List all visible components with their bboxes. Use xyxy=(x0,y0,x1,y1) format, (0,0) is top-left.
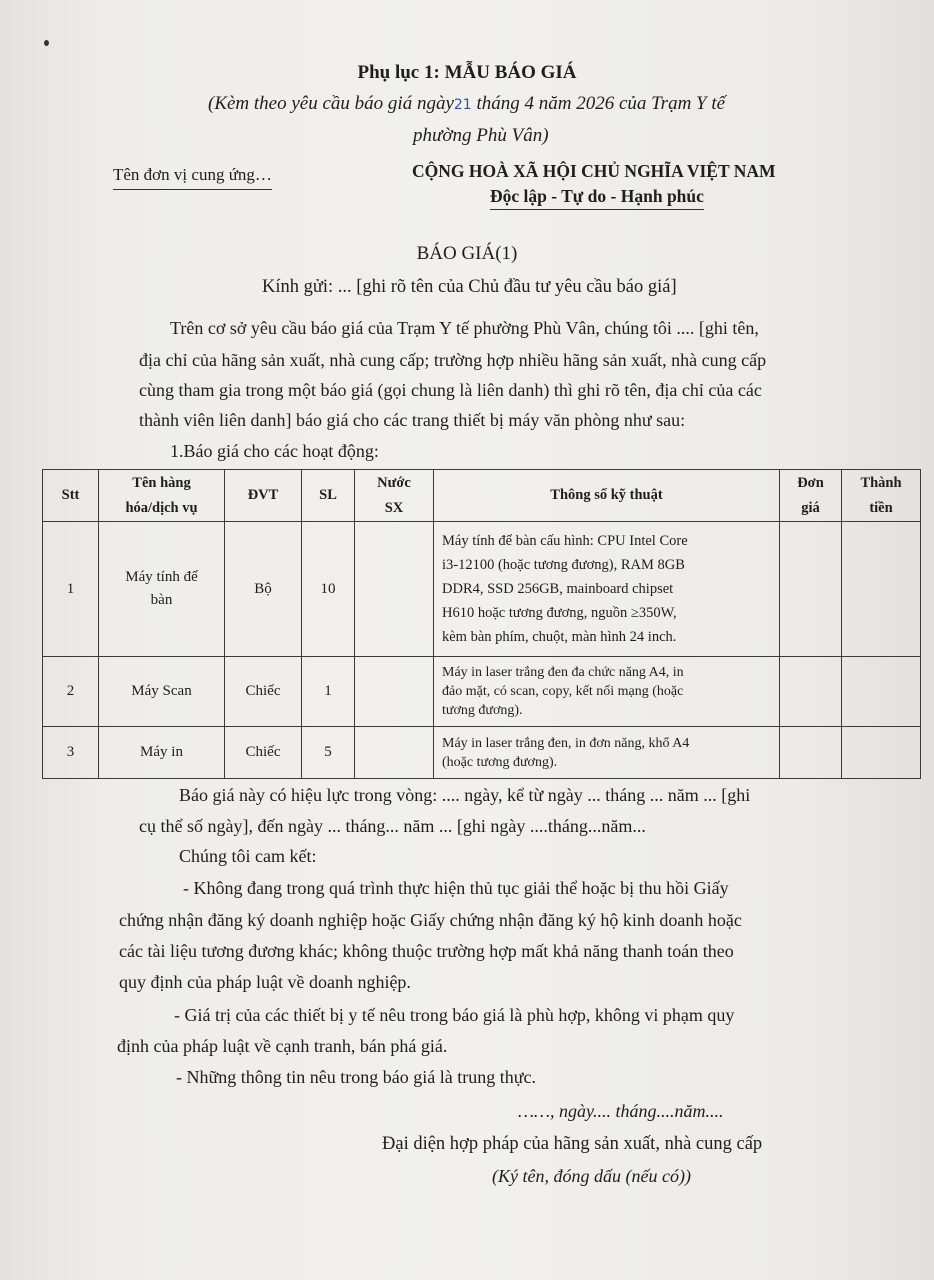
commitment-line: - Những thông tin nêu trong báo giá là trung thực. xyxy=(176,1067,536,1087)
commitment-line: các tài liệu tương đương khác; không thuộc trường hợp mất khả năng thanh toán theo xyxy=(119,941,734,961)
cell-country xyxy=(355,657,434,727)
cell-total xyxy=(842,522,921,657)
cell-specifications: Máy in laser trắng đen, in đơn năng, khổ A4 (hoặc tương đương). xyxy=(434,727,780,779)
supplier-name-label: Tên đơn vị cung ứng… xyxy=(113,165,272,190)
legal-representative: Đại diện hợp pháp của hãng sản xuất, nhà cung cấp xyxy=(382,1134,763,1154)
addressee-line: Kính gửi: ... [ghi rõ tên của Chủ đầu tư yêu cầu báo giá] xyxy=(262,277,677,297)
header-item-name: Tên hàng hóa/dịch vụ xyxy=(99,470,225,522)
validity-line: Báo giá này có hiệu lực trong vòng: .... ngày, kể từ ngày ... tháng ... năm ... [ghi xyxy=(179,785,751,805)
ink-dot xyxy=(44,40,49,46)
table-row xyxy=(43,657,921,727)
header-stt: Stt xyxy=(43,470,99,522)
cell-unit: Bộ xyxy=(225,522,302,657)
intro-line: thành viên liên danh] báo giá cho các trang thiết bị máy văn phòng như sau: xyxy=(139,410,686,430)
national-motto: Độc lập - Tự do - Hạnh phúc xyxy=(490,186,704,210)
commitment-line: chứng nhận đăng ký doanh nghiệp hoặc Giấy chứng nhận đăng ký hộ kinh doanh hoặc xyxy=(119,910,742,930)
quotation-table xyxy=(42,469,921,779)
header-total: Thành tiền xyxy=(842,470,921,522)
cell-unit-price xyxy=(780,522,842,657)
commitment-line: quy định của pháp luật về doanh nghiệp. xyxy=(119,972,411,992)
header-unit-price: Đơn giá xyxy=(780,470,842,522)
cell-quantity: 10 xyxy=(302,522,355,657)
commitment-line: định của pháp luật về cạnh tranh, bán phá giá. xyxy=(117,1036,448,1056)
cell-country xyxy=(355,727,434,779)
subtitle-part: tháng 4 năm 2026 của Trạm Y tế xyxy=(471,93,726,114)
header-quantity: SL xyxy=(302,470,355,522)
place-date-line: ……, ngày.... tháng....năm.... xyxy=(518,1101,724,1121)
cell-total xyxy=(842,657,921,727)
commitment-heading: Chúng tôi cam kết: xyxy=(179,846,317,866)
header-specifications: Thông số kỹ thuật xyxy=(434,470,780,522)
header-unit: ĐVT xyxy=(225,470,302,522)
cell-item-name: Máy Scan xyxy=(99,657,225,727)
cell-item-name: Máy in xyxy=(99,727,225,779)
cell-total xyxy=(842,727,921,779)
document-title: BÁO GIÁ(1) xyxy=(416,243,518,264)
cell-item-name: Máy tính để bàn xyxy=(99,522,225,657)
cell-unit: Chiếc xyxy=(225,657,302,727)
table-row xyxy=(43,522,921,657)
subtitle-part: (Kèm theo yêu cầu báo giá ngày xyxy=(208,93,454,114)
cell-quantity: 5 xyxy=(302,727,355,779)
cell-unit-price xyxy=(780,727,842,779)
appendix-title: Phụ lục 1: MẪU BÁO GIÁ xyxy=(357,62,577,83)
cell-stt: 3 xyxy=(43,727,99,779)
cell-unit-price xyxy=(780,657,842,727)
section-heading: 1.Báo giá cho các hoạt động: xyxy=(170,441,379,461)
handwritten-day: 21 xyxy=(453,97,472,113)
cell-quantity: 1 xyxy=(302,657,355,727)
intro-line: cùng tham gia trong một báo giá (gọi chung là liên danh) thì ghi rõ tên, địa chỉ của các xyxy=(139,380,762,400)
cell-stt: 2 xyxy=(43,657,99,727)
cell-unit: Chiếc xyxy=(225,727,302,779)
cell-specifications: Máy in laser trắng đen đa chức năng A4, in đảo mặt, có scan, copy, kết nối mạng (hoặc tương đương). xyxy=(434,657,780,727)
commitment-line: - Không đang trong quá trình thực hiện thủ tục giải thể hoặc bị thu hồi Giấy xyxy=(183,878,729,898)
intro-line: địa chỉ của hãng sản xuất, nhà cung cấp; trường hợp nhiều hãng sản xuất, nhà cung cấp xyxy=(139,350,767,370)
signature-note: (Ký tên, đóng dấu (nếu có)) xyxy=(492,1166,691,1186)
national-heading: CỘNG HOÀ XÃ HỘI CHỦ NGHĨA VIỆT NAM xyxy=(412,161,776,181)
appendix-subtitle xyxy=(208,93,725,115)
cell-country xyxy=(355,522,434,657)
intro-line: Trên cơ sở yêu cầu báo giá của Trạm Y tế phường Phù Vân, chúng tôi .... [ghi tên, xyxy=(170,318,759,338)
cell-specifications: Máy tính để bàn cấu hình: CPU Intel Core i3-12100 (hoặc tương đương), RAM 8GB DDR4, SSD 256GB, mainboard chipset H610 hoặc tương đương, nguồn ≥350W, kèm bàn phím, chuột, màn hình 24 inch. xyxy=(434,522,780,657)
appendix-subtitle-line2: phường Phù Vân) xyxy=(413,125,549,146)
commitment-line: - Giá trị của các thiết bị y tế nêu trong báo giá là phù hợp, không vi phạm quy xyxy=(174,1005,735,1025)
table-header-row xyxy=(43,470,921,522)
validity-line: cụ thể số ngày], đến ngày ... tháng... năm ... [ghi ngày ....tháng...năm... xyxy=(139,816,646,836)
table-row xyxy=(43,727,921,779)
cell-stt: 1 xyxy=(43,522,99,657)
header-country: Nước SX xyxy=(355,470,434,522)
